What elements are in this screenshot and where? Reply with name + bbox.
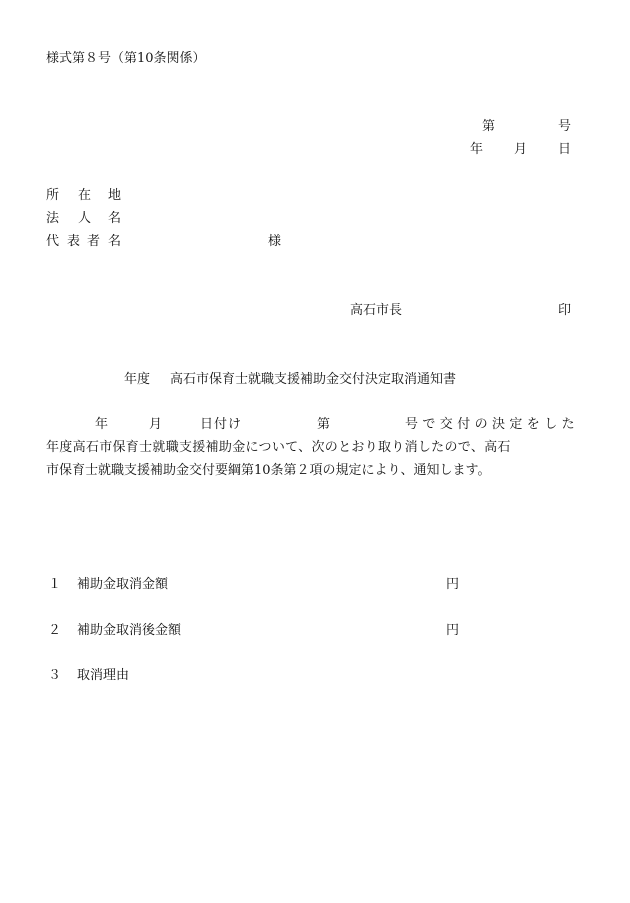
doc-ref-tsuki: 月 — [514, 142, 528, 157]
item-label: 補助金取消後金額 — [77, 623, 182, 638]
title-nendo: 年度 — [124, 372, 151, 387]
body-line1-tsuki: 月 — [149, 417, 163, 432]
issuer-name: 高石市長 — [350, 303, 403, 318]
doc-ref-go: 号 — [558, 119, 572, 134]
body-line1-nen: 年 — [95, 417, 109, 432]
rep-label-char-1: 代 — [46, 234, 60, 249]
body-line3: 市保育士就職支援補助金交付要綱第10条第２項の規定により、通知します。 — [46, 463, 491, 478]
honorific-sama: 様 — [268, 234, 282, 249]
rep-label-char-4: 名 — [108, 234, 122, 249]
form-number: 様式第８号（第10条関係） — [46, 51, 206, 66]
document-title: 高石市保育士就職支援補助金交付決定取消通知書 — [170, 372, 457, 387]
doc-ref-nen: 年 — [470, 142, 484, 157]
item-label: 補助金取消金額 — [77, 577, 169, 592]
item-label: 取消理由 — [77, 668, 130, 683]
address-label-char-1: 所 — [46, 188, 60, 203]
body-line1-rest: 号で交付の決定をした — [405, 417, 580, 432]
item-unit: 円 — [446, 623, 460, 638]
rep-label-char-2: 表 — [67, 234, 81, 249]
corp-label-char-3: 名 — [108, 211, 122, 226]
body-line2: 年度高石市保育士就職支援補助金について、次のとおり取り消したので、高石 — [46, 440, 511, 455]
address-label-char-2: 在 — [78, 188, 92, 203]
doc-ref-dai: 第 — [482, 119, 496, 134]
doc-ref-hi: 日 — [558, 142, 572, 157]
body-line1-hidzuke: 日付け — [200, 417, 243, 432]
corp-label-char-2: 人 — [78, 211, 92, 226]
body-line1-dai: 第 — [317, 417, 331, 432]
corp-label-char-1: 法 — [46, 211, 60, 226]
rep-label-char-3: 者 — [87, 234, 101, 249]
item-number: １ — [48, 577, 62, 592]
seal-mark: 印 — [558, 303, 572, 318]
address-label-char-3: 地 — [108, 188, 122, 203]
item-unit: 円 — [446, 577, 460, 592]
item-number: ３ — [48, 668, 62, 683]
item-number: ２ — [48, 623, 62, 638]
